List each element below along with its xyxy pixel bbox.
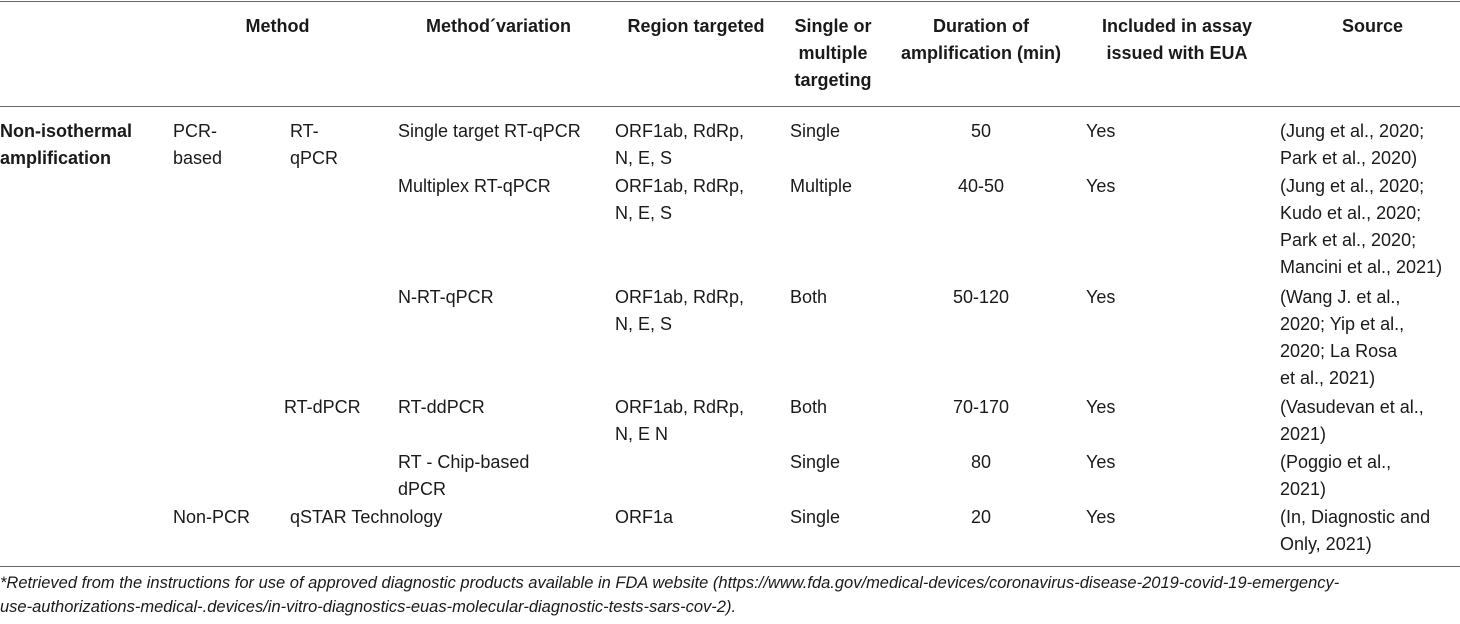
header-duration: Duration of amplification (min) — [900, 16, 1061, 63]
header-region-targeted: Region targeted — [627, 16, 765, 36]
table-row-0-source: (Jung et al., 2020; Park et al., 2020) — [1280, 121, 1425, 168]
table-row-4-targeting: Single — [790, 452, 841, 472]
table-row-3-eua: Yes — [1086, 397, 1116, 417]
table-row-2-source: (Wang J. et al., 2020; Yip et al., 2020; La Rosa et al., 2021) — [1280, 287, 1405, 388]
group-pcr-based: PCR- based — [173, 121, 223, 168]
table-row-1-region: ORF1ab, RdRp, N, E, S — [615, 176, 745, 223]
header-rule — [0, 106, 1460, 107]
header-source: Source — [1341, 16, 1404, 36]
table-row-2-eua: Yes — [1086, 287, 1116, 307]
group-non-isothermal: Non-isothermal amplification — [0, 121, 133, 168]
table-row-0-targeting: Single — [790, 121, 841, 141]
bottom-rule — [0, 566, 1460, 567]
table-row-0-duration: 50 — [970, 121, 992, 141]
table-row-5-duration: 20 — [970, 507, 992, 527]
top-rule — [0, 1, 1460, 2]
table-row-0-variation: Single target RT-qPCR — [398, 121, 581, 141]
table-row-1-variation: Multiplex RT-qPCR — [398, 176, 551, 196]
group-rt-dpcr: RT-dPCR — [284, 397, 361, 417]
table-row-2-duration: 50-120 — [952, 287, 1010, 307]
table-row-4-variation: RT - Chip-based dPCR — [398, 452, 530, 499]
table-footnote: *Retrieved from the instructions for use of approved diagnostic products available in FDA website (https://www.fda.gov/medical-devices/coronavirus-disease-2019-covid-19-emergency- use-authorizations-medical-.devices/in-vitro-diagnostics-euas-molecular-diagnostic-tests-sars-cov-2). — [0, 574, 1340, 616]
table-row-3-source: (Vasudevan et al., 2021) — [1280, 397, 1424, 444]
table-row-1-targeting: Multiple — [790, 176, 853, 196]
table-row-5-eua: Yes — [1086, 507, 1116, 527]
table-row-5-source: (In, Diagnostic and Only, 2021) — [1280, 507, 1431, 554]
table-row-4-eua: Yes — [1086, 452, 1116, 472]
header-method-variation: Method´variation — [425, 16, 571, 36]
table-row-1-duration: 40-50 — [957, 176, 1005, 196]
table-row-0-region: ORF1ab, RdRp, N, E, S — [615, 121, 745, 168]
table-row-2-region: ORF1ab, RdRp, N, E, S — [615, 287, 745, 334]
table-row-3-region: ORF1ab, RdRp, N, E N — [615, 397, 745, 444]
header-eua: Included in assay issued with EUA — [1101, 16, 1253, 63]
table-row-5-targeting: Single — [790, 507, 841, 527]
table-row-2-variation: N-RT-qPCR — [398, 287, 494, 307]
table-row-0-eua: Yes — [1086, 121, 1116, 141]
header-method: Method — [245, 16, 310, 36]
table-row-3-targeting: Both — [790, 397, 828, 417]
table-row-3-variation: RT-ddPCR — [398, 397, 485, 417]
table-row-4-duration: 80 — [970, 452, 992, 472]
table-row-3-duration: 70-170 — [952, 397, 1010, 417]
table-row-5-variation: qSTAR Technology — [290, 507, 443, 527]
header-targeting: Single or multiple targeting — [794, 16, 872, 90]
table-row-2-targeting: Both — [790, 287, 828, 307]
table-row-4-source: (Poggio et al., 2021) — [1280, 452, 1392, 499]
table-row-5-region: ORF1a — [615, 507, 674, 527]
table-row-1-eua: Yes — [1086, 176, 1116, 196]
table-row-1-source: (Jung et al., 2020; Kudo et al., 2020; Park et al., 2020; Mancini et al., 2021) — [1280, 176, 1443, 277]
group-rt-qpcr: RT- qPCR — [290, 121, 339, 168]
group-non-pcr: Non-PCR — [173, 507, 251, 527]
